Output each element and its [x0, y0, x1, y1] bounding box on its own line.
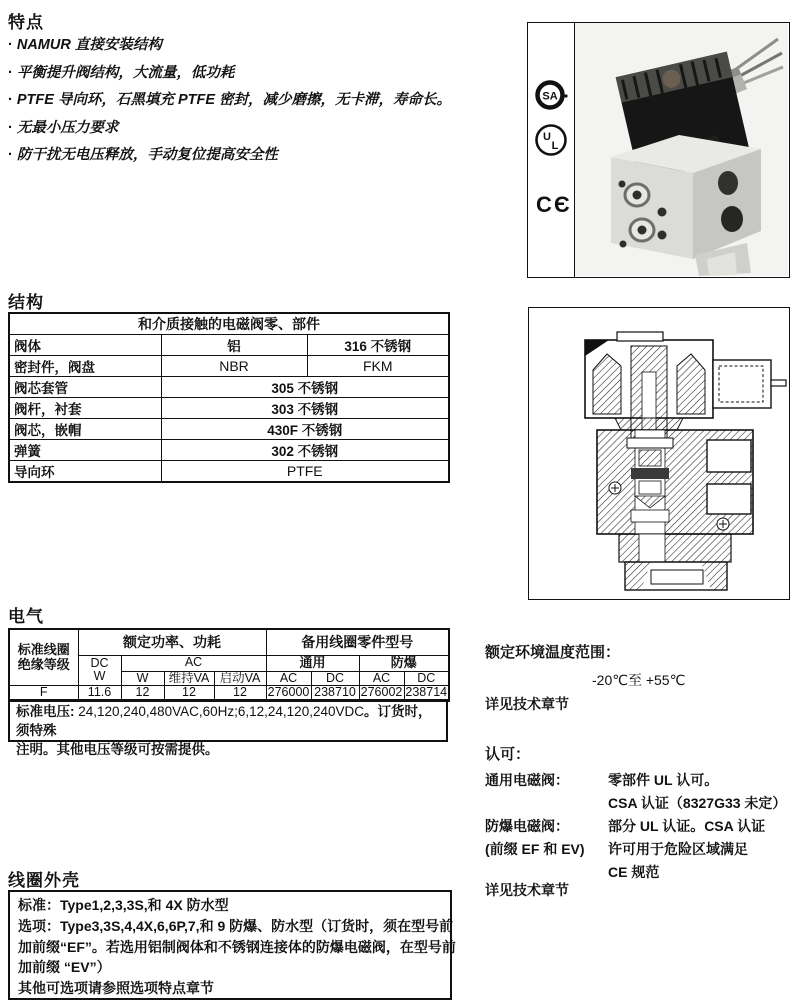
table-row — [9, 419, 449, 440]
row-label: 阀芯套管 — [9, 377, 161, 398]
csa-logo-icon — [534, 75, 570, 115]
feature-item — [8, 32, 478, 60]
electrical-table — [8, 628, 450, 702]
structure-title: 结构 — [8, 293, 44, 312]
voltage-note — [8, 699, 448, 757]
table-row — [9, 377, 449, 398]
bullet-icon: · — [8, 37, 13, 53]
svg-text:C: C — [536, 192, 552, 217]
row-label: 导向环 — [9, 461, 161, 483]
voltage-note-line2: 注明。其他电压等级可按需提供。 — [16, 742, 219, 757]
power-header: 额定功率、功耗 — [78, 629, 266, 655]
features-title: 特点 — [8, 13, 44, 32]
row-label: 弹簧 — [9, 440, 161, 461]
row-value: 302 不锈钢 — [161, 440, 449, 461]
approvals-title: 认可： — [485, 746, 531, 763]
approval-row — [485, 815, 785, 838]
svg-text:L: L — [551, 140, 559, 152]
general-header: 通用 — [266, 655, 359, 671]
bullet-icon: · — [8, 92, 13, 108]
feature-text: NAMUR 直接安装结构 — [16, 37, 162, 53]
table-row — [9, 629, 449, 655]
features-list — [8, 32, 478, 170]
temperature-range: -20℃至 +55℃ — [592, 672, 686, 688]
approval-value: CE 规范 — [608, 864, 660, 880]
temperature-title: 额定环境温度范围： — [485, 644, 621, 661]
dc-unit: W — [93, 669, 106, 684]
cell-value: 11.6 — [78, 686, 121, 701]
row-value: 铝 — [161, 335, 307, 356]
table-row — [9, 313, 449, 335]
bullet-icon: · — [8, 64, 13, 81]
col-header: 启动VA — [214, 671, 266, 686]
approval-label: 通用电磁阀： — [485, 772, 569, 788]
row-value: 430F 不锈钢 — [161, 419, 449, 440]
coil-housing-line: 加前缀“EF”。若选用铝制阀体和不锈钢连接体的防爆电磁阀，在型号前 — [18, 938, 456, 955]
feature-item — [8, 142, 478, 170]
feature-item — [8, 115, 478, 143]
approval-row — [485, 769, 785, 792]
electrical-title: 电气 — [8, 607, 44, 626]
cell-value: 276000 — [267, 685, 310, 700]
ac-header: AC — [121, 655, 266, 671]
row-value: FKM — [307, 356, 449, 377]
feature-text: PTFE 导向环，石黑填充 PTFE 密封，减少磨擦，无卡滞，寿命长。 — [16, 92, 452, 108]
voltage-note-label: 标准电压: — [16, 704, 75, 719]
col-header: DC — [404, 671, 449, 686]
coil-housing-title: 线圈外壳 — [8, 871, 80, 890]
row-label: 阀体 — [9, 335, 161, 356]
voltage-note-tail: 。订货时，须特殊 — [16, 704, 432, 738]
structure-table — [8, 312, 450, 483]
table-row — [9, 356, 449, 377]
row-label: 阀杆，衬套 — [9, 398, 161, 419]
ul-logo-icon — [534, 123, 568, 157]
structure-table-header: 和介质接触的电磁阀零、部件 — [9, 313, 449, 335]
ce-mark-icon — [534, 191, 572, 217]
cell-value: 12 — [164, 686, 214, 701]
table-row — [9, 461, 449, 483]
row-value: 303 不锈钢 — [161, 398, 449, 419]
table-row — [9, 440, 449, 461]
solenoid-valve-photo-graphic — [575, 23, 788, 276]
approval-value: CSA 认证（8327G33 未定） — [608, 795, 787, 811]
cell-value: 276002 — [360, 685, 403, 700]
approval-value: 零部件 UL 认可。 — [608, 772, 719, 788]
cell-value: 238710 — [311, 686, 359, 701]
coil-housing-box — [8, 890, 456, 1000]
feature-text: 防干扰无电压释放，手动复位提高安全性 — [16, 147, 278, 163]
spare-coil-header: 备用线圈零件型号 — [266, 629, 449, 655]
feature-text: 平衡提升阀结构，大流量，低功耗 — [16, 64, 235, 81]
row-value: 316 不锈钢 — [307, 335, 449, 356]
certification-photo-panel — [527, 22, 790, 278]
approval-label — [485, 792, 608, 815]
bullet-icon: · — [8, 119, 13, 136]
certification-logos-column — [528, 23, 575, 277]
explosion-proof-header: 防爆 — [359, 655, 449, 671]
svg-text:SA: SA — [542, 90, 558, 103]
dc-watt-header — [78, 655, 121, 686]
cell-value: 12 — [121, 686, 164, 701]
approvals-list — [485, 769, 785, 884]
coil-class-line2: 绝缘等级 — [17, 656, 70, 672]
voltage-note-line1 — [16, 702, 440, 740]
coil-housing-line: 选项：Type3,3S,4,4X,6,6P,7,和 9 防爆、防水型（订货时，须在型号前 — [18, 917, 454, 934]
product-photo — [575, 23, 789, 277]
bullet-icon: · — [8, 147, 13, 163]
cross-section-drawing — [528, 307, 790, 600]
coil-class-line1: 标准线圈 — [17, 642, 70, 658]
cell-value: 238714 — [405, 685, 448, 700]
col-header: W — [121, 671, 164, 686]
approval-label: (前缀 EF 和 EV) — [485, 841, 585, 857]
approval-label: 防爆电磁阀： — [485, 818, 569, 834]
coil-housing-line: 标准：Type1,2,3,3S,和 4X 防水型 — [18, 897, 229, 913]
coil-housing-line: 其他可选项请参照选项特点章节 — [18, 980, 214, 997]
feature-text: 无最小压力要求 — [16, 119, 119, 136]
svg-text:U: U — [543, 131, 551, 143]
col-header: AC — [266, 671, 311, 686]
coil-housing-line: 加前缀 “EV”） — [18, 959, 111, 976]
col-header: DC — [311, 671, 359, 686]
voltage-note-values: 24,120,240,480VAC,60Hz;6,12,24,120,240VDC — [78, 704, 364, 719]
col-header: AC — [359, 671, 404, 686]
feature-item — [8, 60, 478, 88]
row-label: 阀芯，嵌帽 — [9, 419, 161, 440]
valve-cross-section-graphic — [529, 308, 788, 598]
row-value: NBR — [161, 356, 307, 377]
table-row — [9, 398, 449, 419]
dc-label: DC — [90, 655, 109, 670]
row-value: 305 不锈钢 — [161, 377, 449, 398]
approval-value: 许可用于危险区域满足 — [608, 841, 748, 857]
temperature-note: 详见技术章节 — [485, 696, 569, 712]
cell-value: F — [9, 686, 78, 701]
feature-item — [8, 87, 478, 115]
row-label: 密封件，阀盘 — [9, 356, 161, 377]
table-row — [9, 335, 449, 356]
approval-value: 部分 UL 认证。CSA 认证 — [608, 818, 766, 834]
approval-row — [485, 792, 785, 815]
row-value: PTFE — [161, 461, 449, 483]
approvals-note: 详见技术章节 — [485, 882, 569, 898]
svg-text:Є: Є — [554, 192, 570, 217]
coil-class-header — [9, 629, 78, 686]
approval-row — [485, 838, 785, 861]
cell-value: 12 — [214, 686, 266, 701]
col-header: 维持VA — [164, 671, 214, 686]
